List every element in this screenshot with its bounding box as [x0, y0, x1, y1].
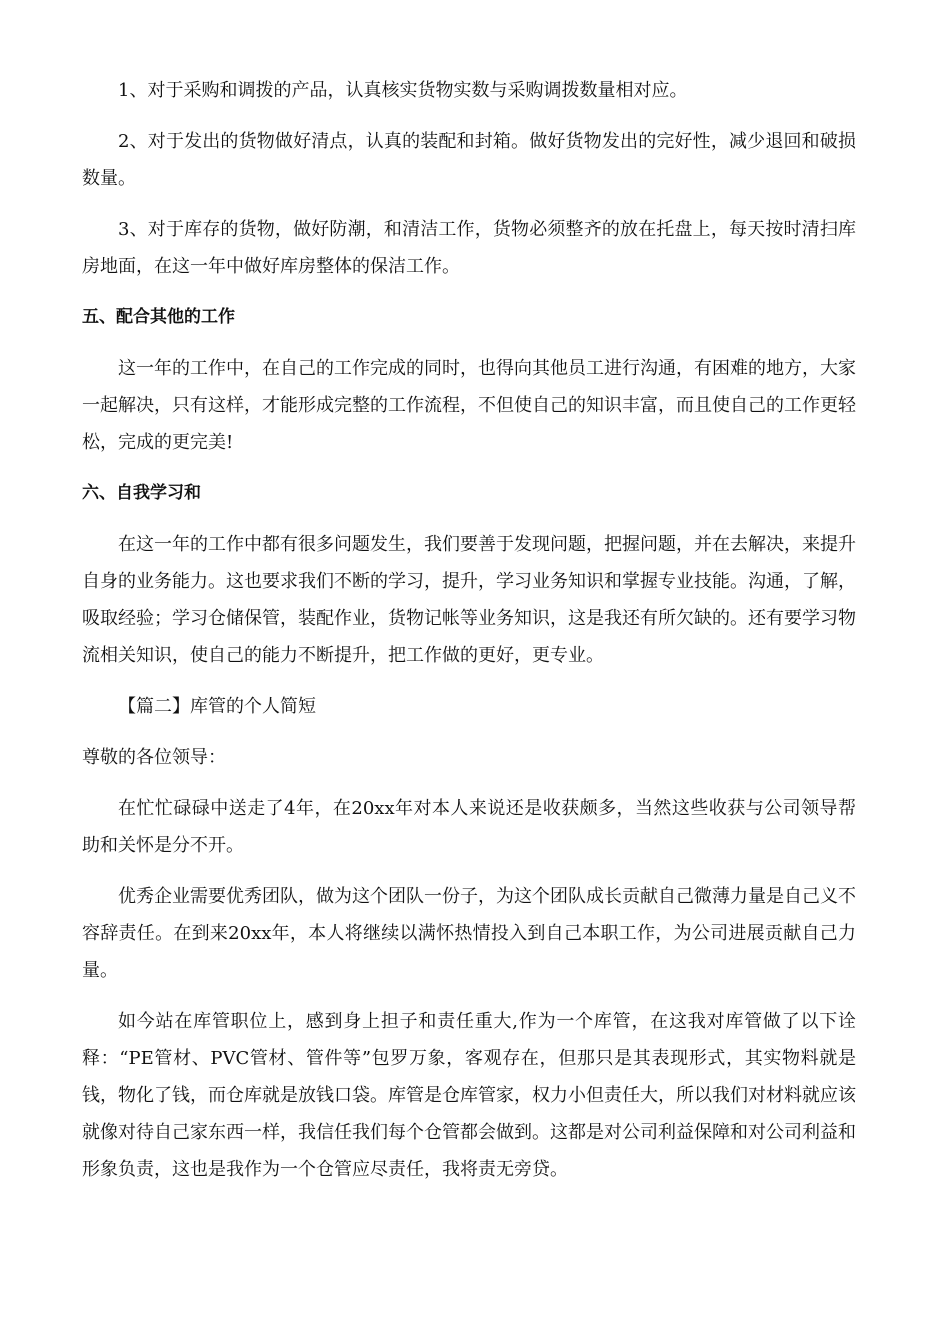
paragraph-8: 如今站在库管职位上，感到身上担子和责任重大,作为一个库管，在这我对库管做了以下诠释：“PE管材、PVC管材、管件等”包罗万象，客观存在，但那只是其表现形式，其实物料就是钱，物化了钱，而仓库就是放钱口袋。库管是仓库管家，权力小但责任大，所以我们对材料就应该就像对待自己家东西一样，我信任我们每个仓管都会做到。这都是对公司利益保障和对公司利益和形象负责，这也是我作为一个仓管应尽责任，我将责无旁贷。 — [82, 1011, 856, 1180]
paragraph-6: 在忙忙碌碌中送走了4年，在20xx年对本人来说还是收获颇多，当然这些收获与公司领导帮助和关怀是分不开。 — [82, 798, 856, 856]
greeting: 尊敬的各位领导： — [82, 747, 226, 768]
paragraph-1: 1、对于采购和调拨的产品，认真核实货物实数与采购调拨数量相对应。 — [118, 80, 688, 101]
paragraph-2: 2、对于发出的货物做好清点，认真的装配和封箱。做好货物发出的完好性，减少退回和破损数量。 — [82, 131, 856, 189]
heading-section-5: 五、配合其他的工作 — [82, 307, 235, 327]
paragraph-4: 这一年的工作中，在自己的工作完成的同时，也得向其他员工进行沟通，有困难的地方，大家一起解决，只有这样，才能形成完整的工作流程，不但使自己的知识丰富，而且使自己的工作更轻松，完成的更完美! — [82, 358, 856, 453]
section-title-part-2: 【篇二】库管的个人简短 — [118, 696, 316, 717]
paragraph-3: 3、对于库存的货物，做好防潮，和清洁工作，货物必须整齐的放在托盘上，每天按时清扫库房地面，在这一年中做好库房整体的保洁工作。 — [82, 219, 856, 277]
paragraph-7: 优秀企业需要优秀团队，做为这个团队一份子，为这个团队成长贡献自己微薄力量是自己义不容辞责任。在到来20xx年，本人将继续以满怀热情投入到自己本职工作，为公司进展贡献自己力量。 — [82, 886, 856, 981]
heading-section-6: 六、自我学习和 — [82, 483, 201, 503]
paragraph-5: 在这一年的工作中都有很多问题发生，我们要善于发现问题，把握问题，并在去解决，来提升自身的业务能力。这也要求我们不断的学习，提升，学习业务知识和掌握专业技能。沟通，了解，吸取经验；学习仓储保管，装配作业，货物记帐等业务知识，这是我还有所欠缺的。还有要学习物流相关知识，使自己的能力不断提升，把工作做的更好，更专业。 — [82, 534, 856, 666]
